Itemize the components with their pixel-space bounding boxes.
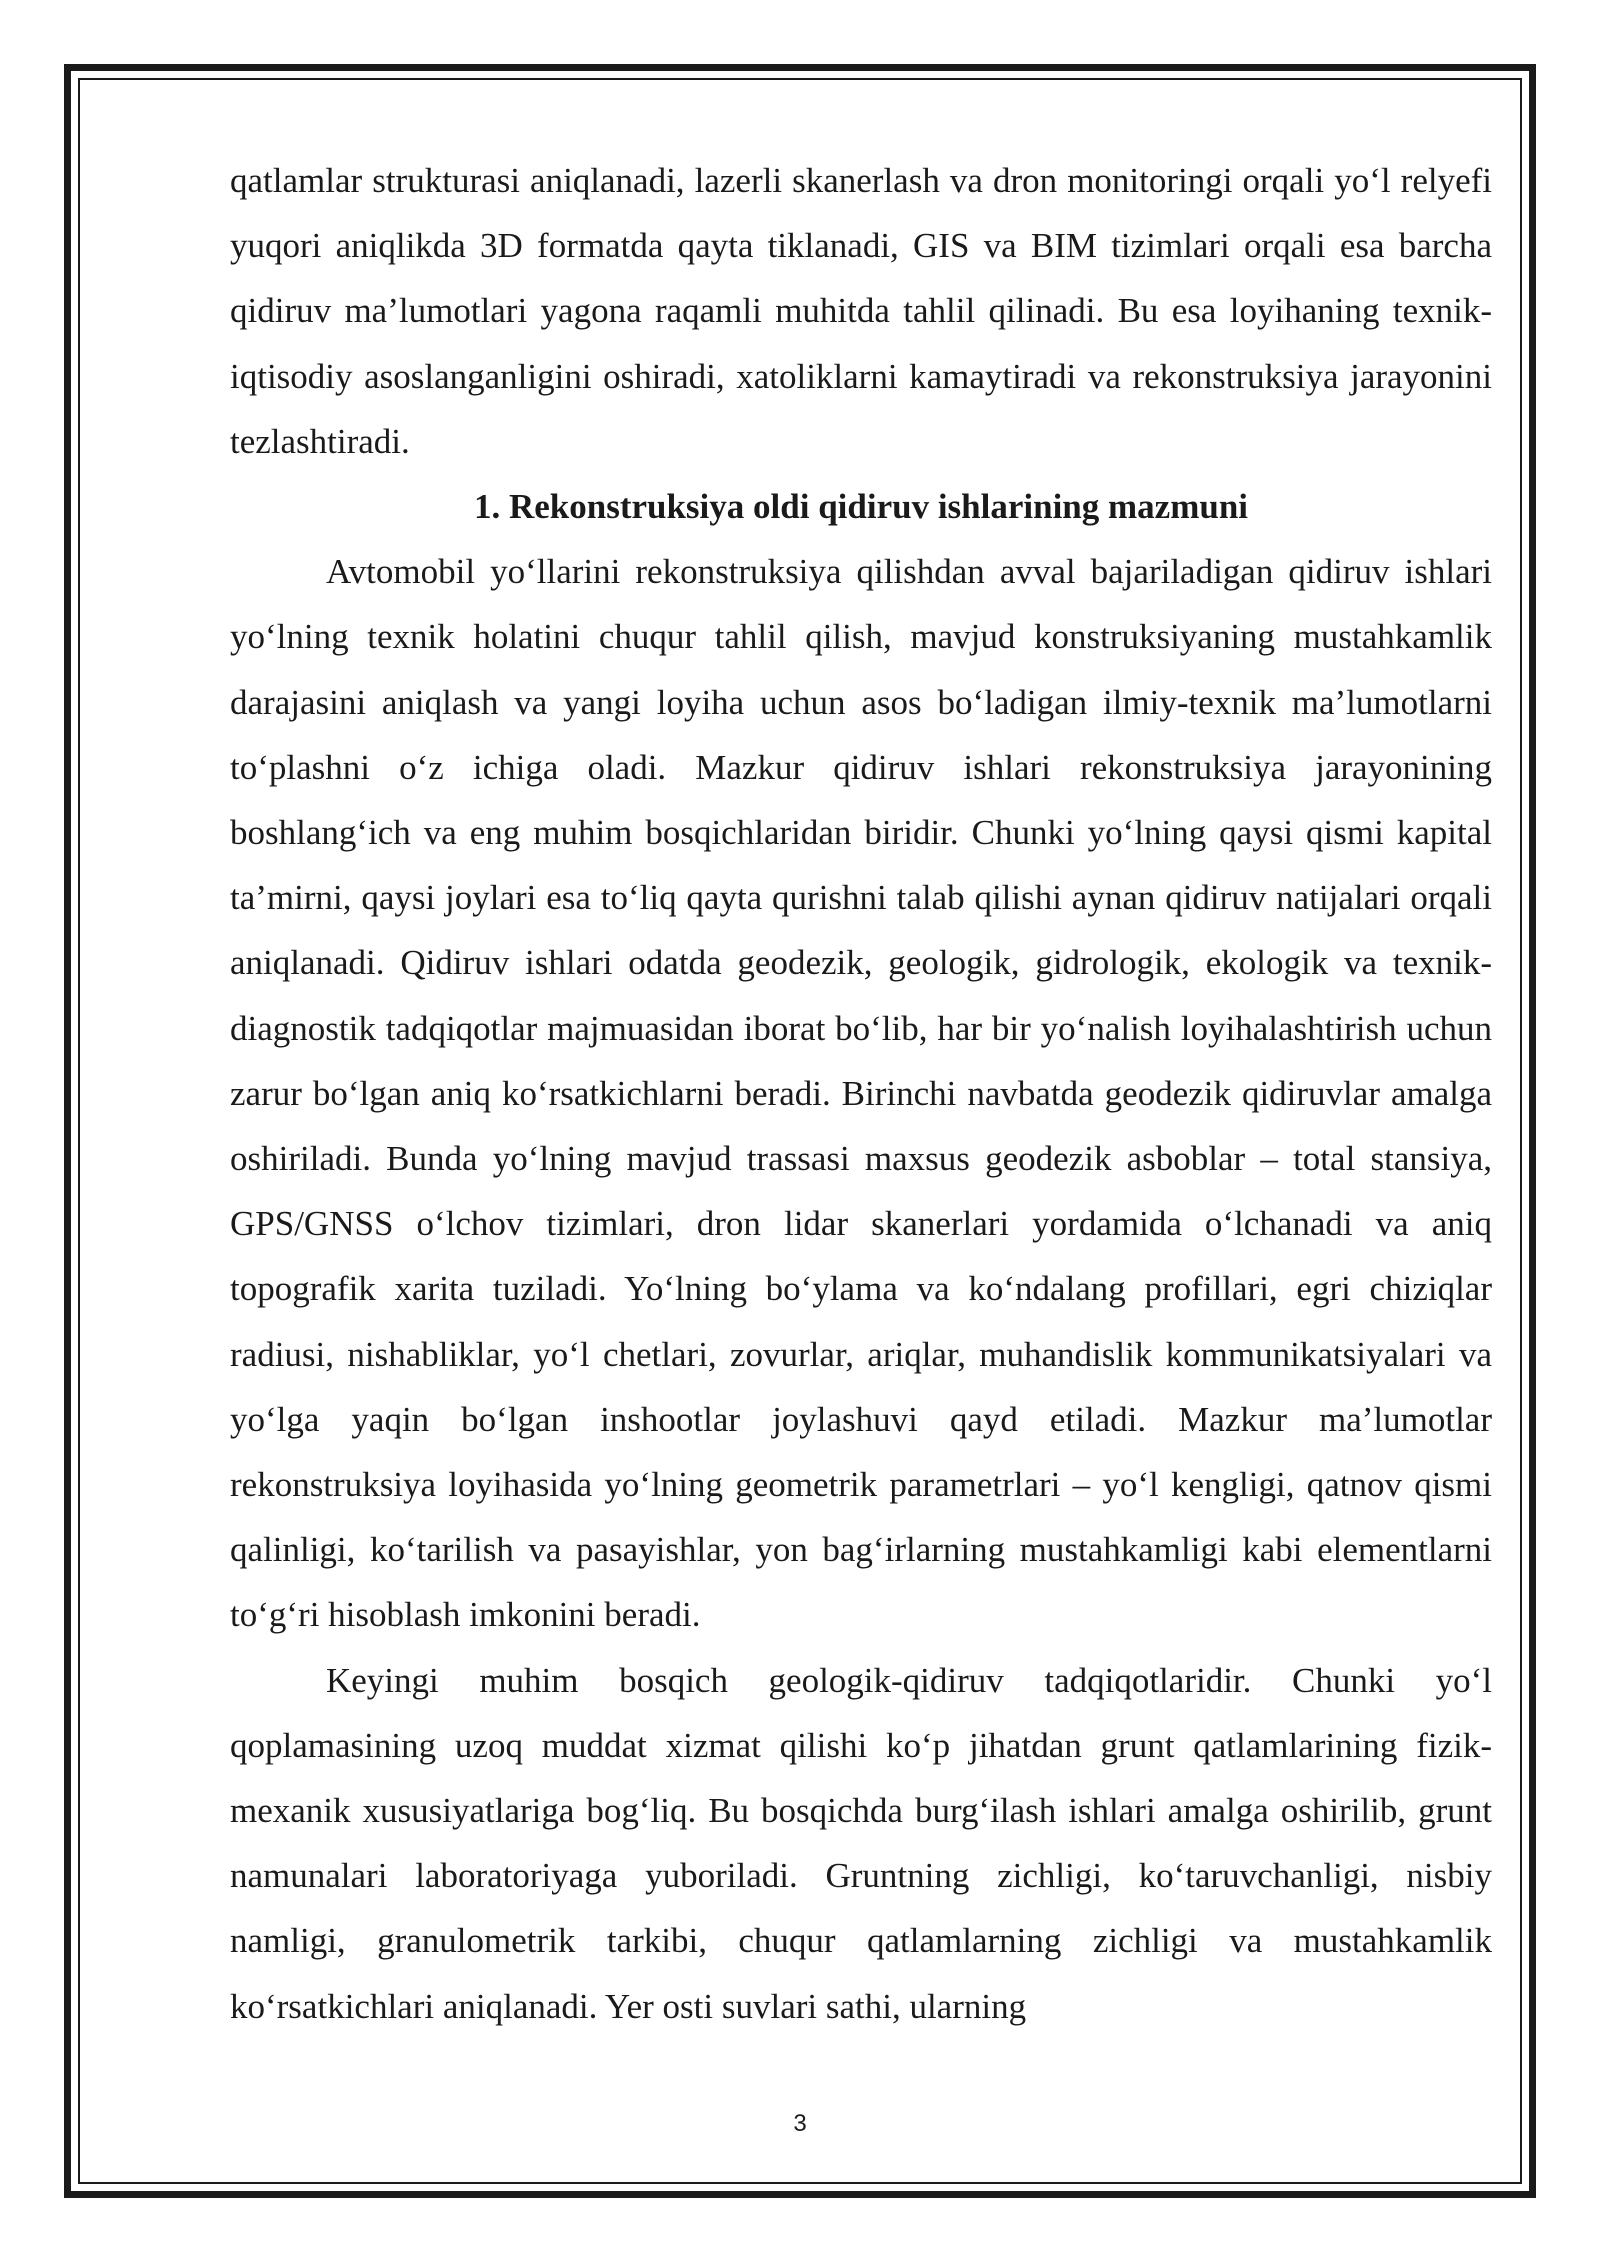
intro-paragraph: qatlamlar strukturasi aniqlanadi, lazerli skanerlash va dron monitoringi orqali yo‘l relyefi yuqori aniqlikda 3D formatda qayta tiklanadi, GIS va BIM tizimlari orqali esa barcha qidiruv ma’lumotlari yagona raqamli muhitda tahlil qilinadi. Bu esa loyihaning texnik-iqtisodiy asoslanganligini oshiradi, xatoliklarni kamaytiradi va rekonstruksiya jarayonini tezlashtiradi. <box>230 161 1492 461</box>
page-body <box>230 148 1492 2039</box>
body-paragraph-1: Avtomobil yo‘llarini rekonstruksiya qilishdan avval bajariladigan qidiruv ishlari yo‘lning texnik holatini chuqur tahlil qilish, mavjud konstruksiyaning mustahkamlik darajasini aniqlash va yangi loyiha uchun asos bo‘ladigan ilmiy-texnik ma’lumotlarni to‘plashni o‘z ichiga oladi. Mazkur qidiruv ishlari rekonstruksiya jarayonining boshlang‘ich va eng muhim bosqichlaridan biridir. Chunki yo‘lning qaysi qismi kapital ta’mirni, qaysi joylari esa to‘liq qayta qurishni talab qilishi aynan qidiruv natijalari orqali aniqlanadi. Qidiruv ishlari odatda geodezik, geologik, gidrologik, ekologik va texnik-diagnostik tadqiqotlar majmuasidan iborat bo‘lib, har bir yo‘nalish loyihalashtirish uchun zarur bo‘lgan aniq ko‘rsatkichlarni beradi. Birinchi navbatda geodezik qidiruvlar amalga oshiriladi. Bunda yo‘lning mavjud trassasi maxsus geodezik asboblar – total stansiya, GPS/GNSS o‘lchov tizimlari, dron lidar skanerlari yordamida o‘lchanadi va aniq topografik xarita tuziladi. Yo‘lning bo‘ylama va ko‘ndalang profillari, egri chiziqlar radiusi, nishabliklar, yo‘l chetlari, zovurlar, ariqlar, muhandislik kommunikatsiyalari va yo‘lga yaqin bo‘lgan inshootlar joylashuvi qayd etiladi. Mazkur ma’lumotlar rekonstruksiya loyihasida yo‘lning geometrik parametrlari – yo‘l kengligi, qatnov qismi qalinligi, ko‘tarilish va pasayishlar, yon bag‘irlarning mustahkamligi kabi elementlarni to‘g‘ri hisoblash imkonini beradi. <box>230 552 1492 1635</box>
section-heading: 1. Rekonstruksiya oldi qidiruv ishlarining mazmuni <box>473 487 1249 527</box>
page-number: 3 <box>793 2110 807 2137</box>
body-paragraph-2: Keyingi muhim bosqich geologik-qidiruv tadqiqotlaridir. Chunki yo‘l qoplamasining uzoq muddat xizmat qilishi ko‘p jihatdan grunt qatlamlarining fizik-mexanik xususiyatlariga bog‘liq. Bu bosqichda burg‘ilash ishlari amalga oshirilib, grunt namunalari laboratoriyaga yuboriladi. Gruntning zichligi, ko‘taruvchanligi, nisbiy namligi, granulometrik tarkibi, chuqur qatlamlarning zichligi va mustahkamlik ko‘rsatkichlari aniqlanadi. Yer osti suvlari sathi, ularning <box>230 1660 1492 2026</box>
